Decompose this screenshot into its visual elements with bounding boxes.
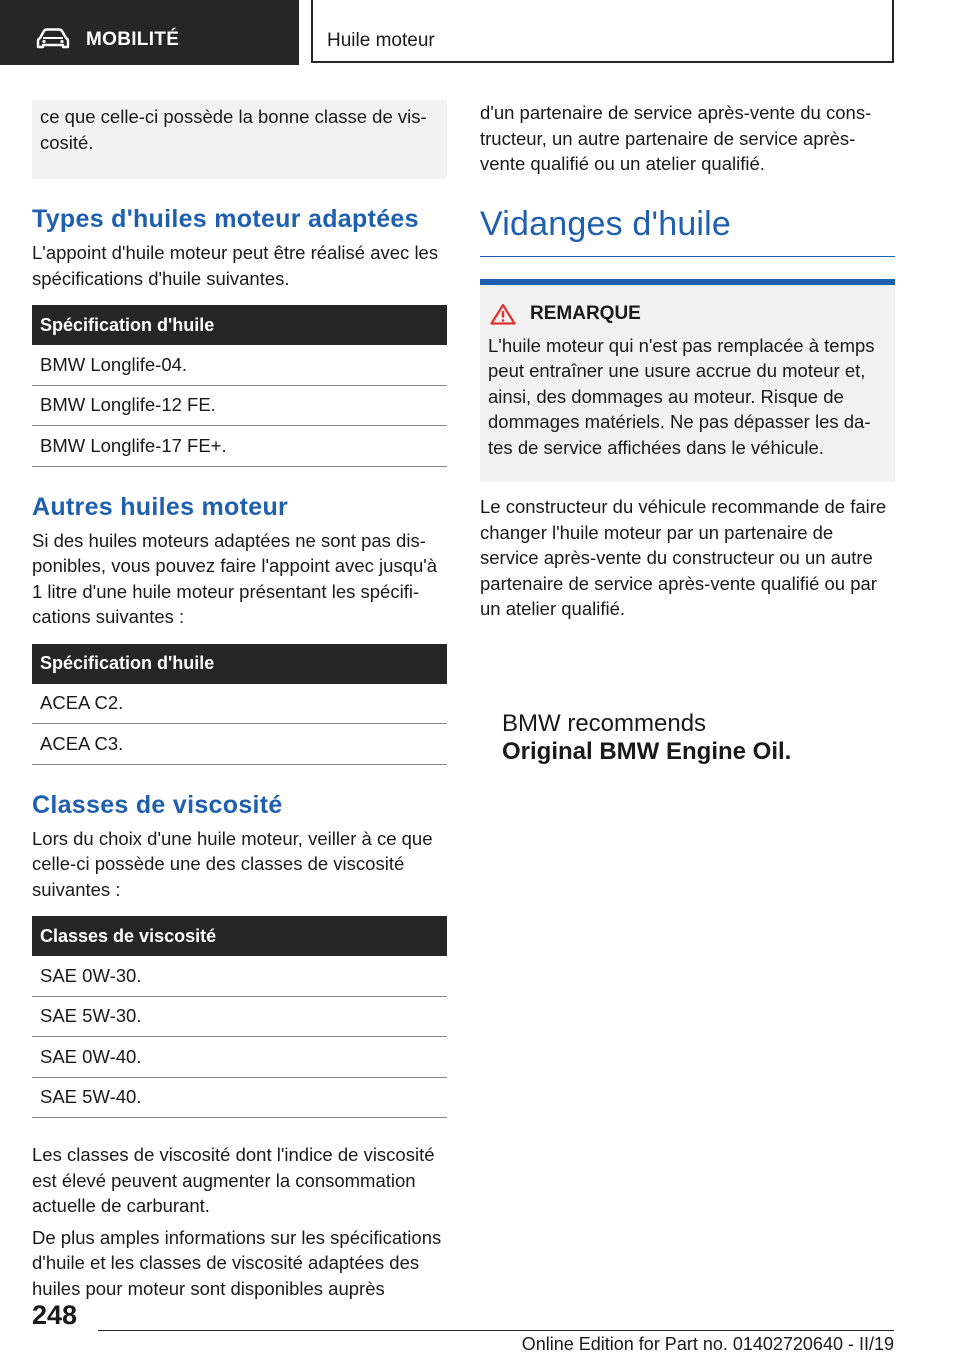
bmw-recommends-image — [502, 710, 791, 766]
heading-viscosity: Classes de viscosité — [32, 790, 283, 819]
continued-text: d'un partenaire de service après-vente du constructeur, un autre partenaire de service après-vente qualifié ou un atelier qualifié. — [480, 102, 872, 174]
oil-types-text: L'appoint d'huile moteur peut être réalisé avec les spécifications d'huile suivantes. — [32, 242, 439, 289]
header-section-label: MOBILITÉ — [86, 29, 180, 50]
table-row: BMW Longlife-17 FE+. — [32, 426, 447, 467]
header-chapter-label: Huile moteur — [327, 30, 435, 51]
heading-other-oils: Autres huiles moteur — [32, 492, 289, 521]
car-icon — [36, 28, 70, 50]
header-chapter-tab[interactable] — [311, 0, 894, 63]
oil-spec-table-header: Spécification d'huile — [32, 305, 447, 345]
footer-edition: Online Edition for Part no. 01402720640 - II/19 — [521, 1334, 894, 1354]
warning-box — [480, 279, 895, 483]
oil-spec-table — [32, 305, 447, 467]
heading-oil-types: Types d'huiles moteur adaptées — [32, 205, 419, 233]
footer-rule — [98, 1330, 894, 1331]
other-spec-table-header: Spécification d'huile — [32, 644, 447, 684]
warning-text: L'huile moteur qui n'est pas remplacée à temps peut entraîner une usure accrue du moteur et, ainsi, des dommages au moteur. Risque de dommages matériels. Ne pas dépasser les dates de service affichées dans le véhicule. — [488, 334, 875, 458]
warning-title: REMARQUE — [530, 302, 641, 324]
oil-change-text: Le constructeur du véhicule recommande de faire changer l'huile moteur par un partenaire de service après-vente du constructeur ou un autre partenaire de service après-vente qualifié ou par un atelier qualifié. — [480, 496, 887, 619]
table-row: BMW Longlife-12 FE. — [32, 385, 447, 426]
header-section-tab[interactable] — [0, 0, 299, 65]
right-column — [480, 100, 895, 622]
intro-note: ce que celle-ci possède la bonne classe de viscosité. — [32, 100, 447, 179]
other-oils-text: Si des huiles moteurs adaptées ne sont pas disponibles, vous pouvez faire l'appoint avec jusqu'à 1 litre d'une huile moteur présentant les spécifications suivantes : — [32, 529, 438, 627]
table-row: ACEA C3. — [32, 724, 447, 765]
table-row: SAE 5W-40. — [32, 1077, 447, 1118]
recommend-line2: Original BMW Engine Oil. — [502, 738, 792, 765]
heading-rule — [480, 256, 895, 257]
viscosity-table — [32, 916, 447, 1118]
heading-oil-changes: Vidanges d'huile — [480, 204, 732, 243]
left-column — [32, 100, 447, 1301]
recommend-line1: BMW recommends — [502, 710, 707, 737]
table-row: SAE 5W-30. — [32, 996, 447, 1037]
table-row: SAE 0W-30. — [32, 956, 447, 996]
table-row: SAE 0W-40. — [32, 1037, 447, 1078]
page-number: 248 — [32, 1300, 78, 1330]
viscosity-info-text: De plus amples informations sur les spécifications d'huile et les classes de viscosité adaptées des huiles pour moteur sont disponibles auprès — [32, 1226, 442, 1299]
viscosity-text: Lors du choix d'une huile moteur, veiller à ce que celle-ci possède une des classes de viscosité suivantes : — [32, 827, 433, 900]
other-spec-table — [32, 644, 447, 765]
viscosity-table-header: Classes de viscosité — [32, 916, 447, 956]
table-row: ACEA C2. — [32, 684, 447, 724]
table-row: BMW Longlife-04. — [32, 345, 447, 385]
viscosity-consumption-text: Les classes de viscosité dont l'indice de viscosité est élevé peuvent augmenter la consommation actuelle de carburant. — [32, 1144, 435, 1216]
warning-triangle-icon — [490, 303, 516, 325]
